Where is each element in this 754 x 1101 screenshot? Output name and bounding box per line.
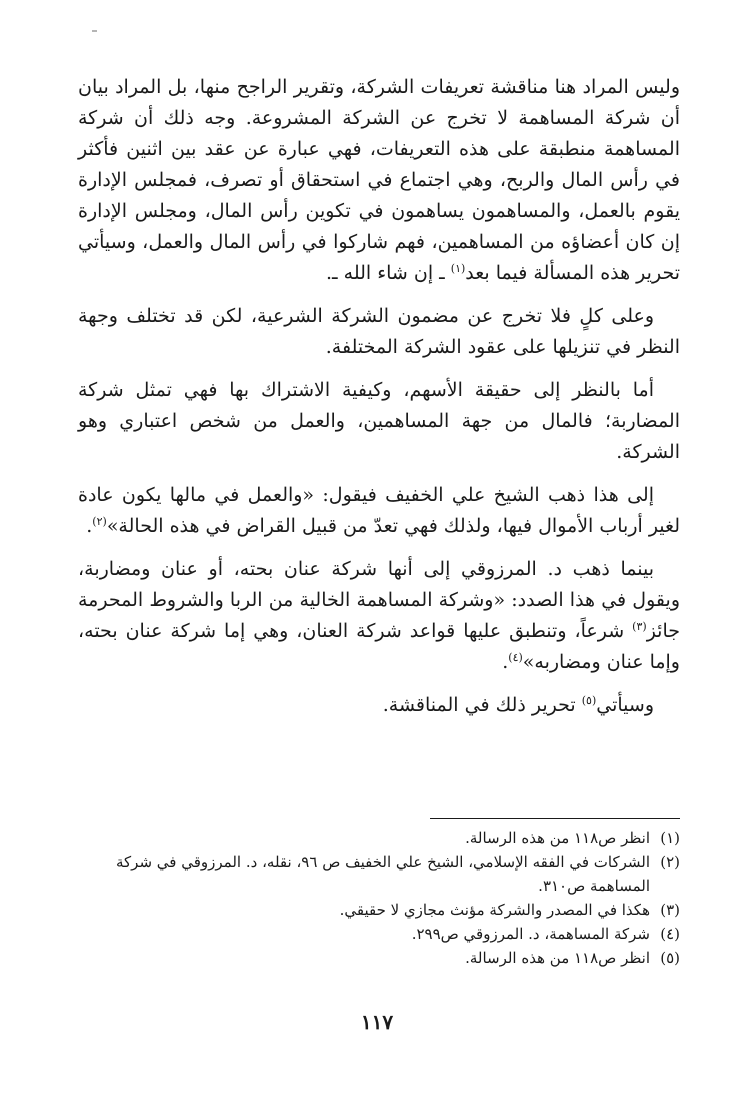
paragraph-1-tail: ـ إن شاء الله ـ. [325, 262, 451, 284]
footnote-ref-1: (١) [450, 262, 466, 275]
paragraph-5 [78, 554, 680, 678]
paragraph-2: وعلى كلٍ فلا تخرج عن مضمون الشركة الشرعية، لكن قد تختلف وجهة النظر في تنزيلها على عقود الشركة المختلفة. [78, 305, 680, 358]
paragraph-6-text: وسيأتي [596, 694, 654, 716]
footnote [80, 850, 680, 898]
footnote-text: شركة المساهمة، د. المرزوقي ص٢٩٩. [411, 925, 650, 943]
footnote-number: (٤) [660, 925, 680, 943]
footnote [80, 826, 680, 850]
footnote-ref-3: (٣) [632, 620, 647, 633]
paragraph-1-text: وليس المراد هنا مناقشة تعريفات الشركة، وتقرير الراجح منها، بل المراد بيان أن شركة المساهمة لا تخرج عن الشركة المشروعة. وجه ذلك أن شركة المساهمة منطبقة على هذه التعريفات، فهي عبارة عن عقد بين اثنين فأكثر في رأس المال والربح، وهي اجتماع في استحقاق أو تصرف، فمجلس الإدارة يقوم بالعمل، والمساهمون يساهمون في تكوين رأس المال، ومجلس الإدارة إن كان أعضاؤه من المساهمين، فهم شاركوا في رأس المال والعمل، وسيأتي تحرير هذه المسألة فيما بعد [78, 76, 681, 284]
paragraph-4-tail: . [86, 515, 93, 537]
paragraph-5-text: بينما ذهب د. المرزوقي إلى أنها شركة عنان بحته، أو عنان ومضاربة، ويقول في هذا الصدد: «وشركة المساهمة الخالية من الربا والشروط المحرمة جائز [78, 558, 680, 642]
paragraph-3: أما بالنظر إلى حقيقة الأسهم، وكيفية الاشتراك بها فهي تمثل شركة المضاربة؛ فالمال من جهة المساهمين، والعمل من شخص اعتباري وهو الشركة. [78, 379, 680, 463]
footnote-number: (٢) [660, 853, 680, 871]
footnote-ref-4: (٤) [508, 651, 523, 664]
paragraph-1 [78, 72, 680, 289]
footnote [80, 946, 680, 970]
footnote [80, 922, 680, 946]
footnote-text: هكذا في المصدر والشركة مؤنث مجازي لا حقيقي. [339, 901, 650, 919]
footnote-number: (٥) [660, 949, 680, 967]
paragraph-5-middle: شرعاً، وتنطبق عليها قواعد شركة العنان، وهي إما شركة عنان بحته، وإما عنان ومضاربه» [78, 620, 680, 673]
paragraph-4-text: إلى هذا ذهب الشيخ علي الخفيف فيقول: «والعمل في مالها يكون عادة لغير أرباب الأموال فيها، ولذلك فهي تعدّ من قبيل القراض في هذه الحالة» [78, 484, 680, 537]
footnote-ref-5: (٥) [581, 694, 597, 707]
paragraph-6-tail: تحرير ذلك في المناقشة. [382, 694, 582, 716]
paragraph-4 [78, 480, 680, 542]
footnote-number: (٣) [660, 901, 680, 919]
footnote [80, 898, 680, 922]
paragraph-5-tail: . [502, 651, 509, 673]
page-number: ١١٧ [360, 1010, 394, 1034]
scan-mark [92, 30, 97, 32]
footnote-number: (١) [660, 829, 680, 847]
footnote-text: انظر ص١١٨ من هذه الرسالة. [465, 829, 650, 847]
footnote-text: الشركات في الفقه الإسلامي، الشيخ علي الخفيف ص ٩٦، نقله، د. المرزوقي في شركة المساهمة ص٣١٠. [116, 853, 650, 895]
main-text [78, 72, 680, 733]
paragraph-6 [78, 690, 680, 721]
footnote-ref-2: (٢) [92, 515, 107, 528]
footnote-separator [430, 818, 680, 819]
footnotes [80, 826, 680, 970]
footnote-text: انظر ص١١٨ من هذه الرسالة. [465, 949, 650, 967]
